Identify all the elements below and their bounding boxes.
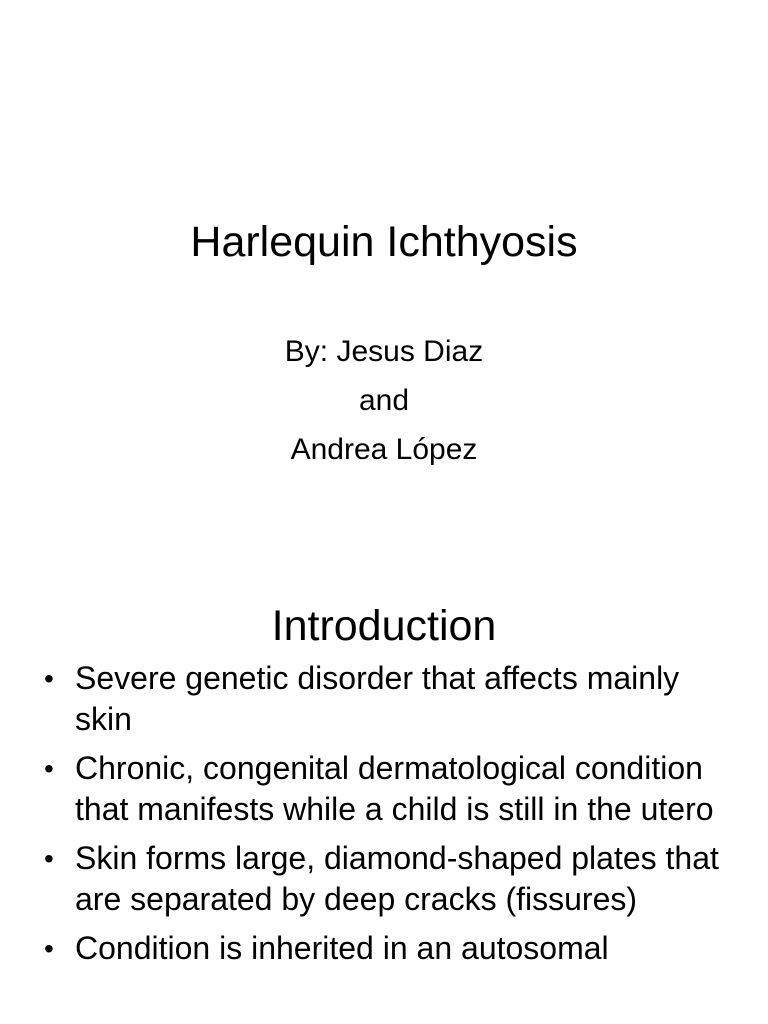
bullet-item (0, 928, 735, 969)
section-title: Introduction (271, 602, 497, 650)
bullet-item (0, 658, 735, 740)
author-line-1: By: Jesus Diaz (284, 335, 484, 368)
slide-title: Harlequin Ichthyosis (190, 218, 578, 266)
bullet-text: Condition is inherited in an autosomal (75, 930, 609, 966)
bullet-icon: • (44, 933, 54, 964)
bullet-icon: • (44, 843, 54, 874)
bullet-text: Chronic, congenital dermatological condition that manifests while a child is still in the utero (75, 750, 714, 827)
bullet-icon: • (44, 753, 54, 784)
bullet-text: Skin forms large, diamond-shaped plates that are separated by deep cracks (fissures) (75, 840, 719, 917)
bullet-list (0, 658, 768, 977)
bullet-text: Severe genetic disorder that affects mainly skin (75, 660, 680, 737)
bullet-icon: • (44, 663, 54, 694)
bullet-item (0, 838, 735, 920)
author-line-2: and (358, 384, 410, 417)
author-line-3: Andrea López (290, 433, 478, 466)
bullet-item (0, 748, 735, 830)
